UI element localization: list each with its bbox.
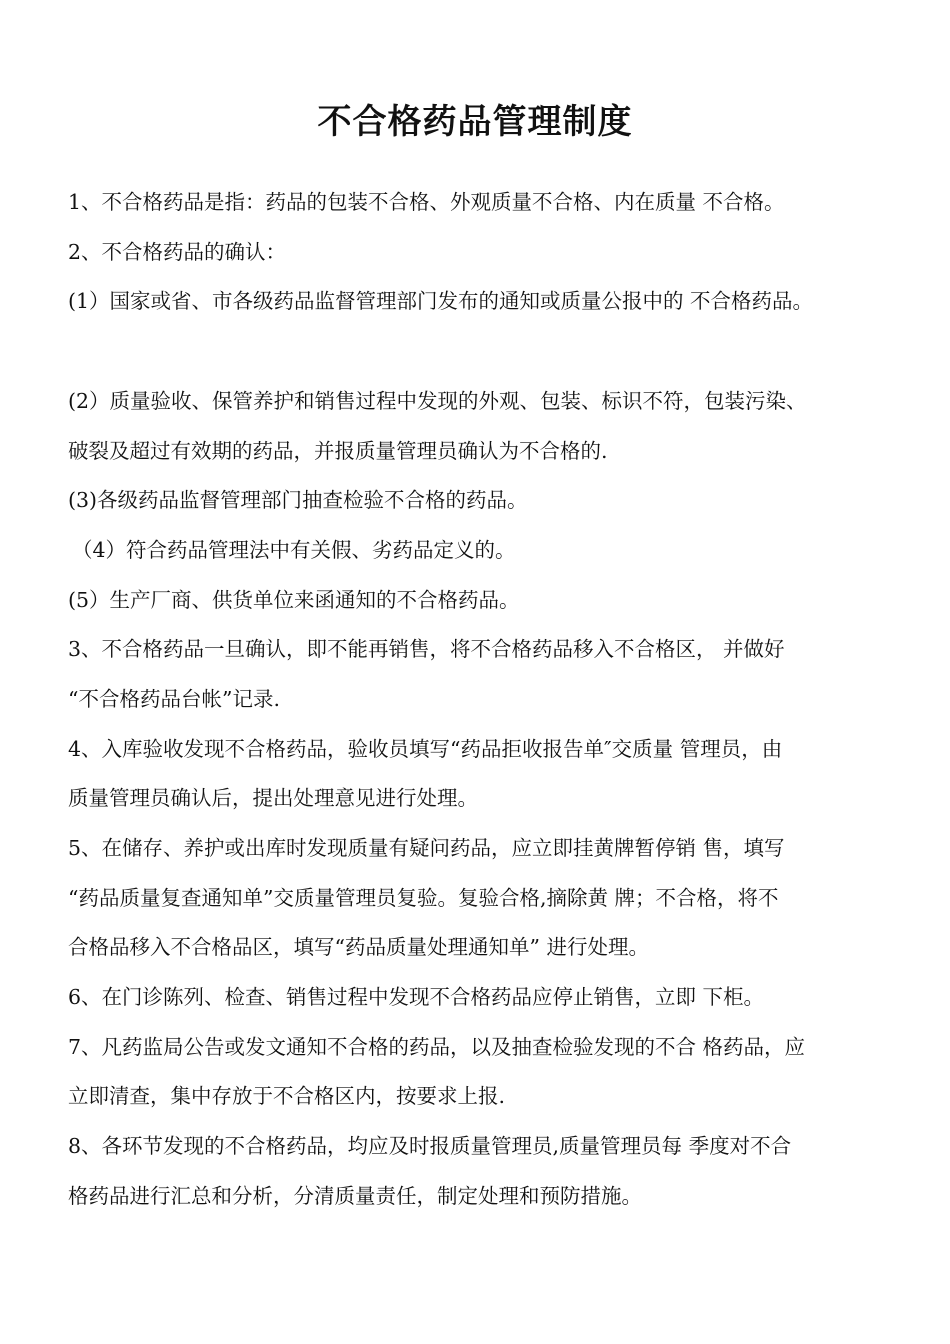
text-line-6: (3)各级药品监督管理部门抽查检验不合格的药品。	[68, 488, 528, 512]
text-line-8: (5）生产厂商、供货单位来函通知的不合格药品。	[68, 588, 520, 612]
text-line-19: 8、各环节发现的不合格药品，均应及时报质量管理员,质量管理员每 季度对不合	[68, 1134, 792, 1158]
text-line-1: 1、不合格药品是指：药品的包装不合格、外观质量不合格、内在质量 不合格。	[68, 190, 785, 214]
text-line-11: 4、入库验收发现不合格药品，验收员填写“药品拒收报告单″交质量 管理员，由	[68, 737, 783, 761]
document-title: 不合格药品管理制度	[317, 102, 633, 142]
text-line-9: 3、不合格药品一旦确认，即不能再销售，将不合格药品移入不合格区， 并做好	[68, 637, 785, 661]
text-line-4: (2）质量验收、保管养护和销售过程中发现的外观、包装、标识不符，包装污染、	[68, 389, 807, 413]
text-line-7: （4）符合药品管理法中有关假、劣药品定义的。	[72, 538, 516, 562]
text-line-13: 5、在储存、养护或出库时发现质量有疑问药品，应立即挂黄牌暂停销 售，填写	[68, 836, 785, 860]
text-line-3: (1）国家或省、市各级药品监督管理部门发布的通知或质量公报中的 不合格药品。	[68, 289, 814, 313]
text-line-18: 立即清查，集中存放于不合格区内，按要求上报.	[68, 1084, 506, 1108]
text-line-5: 破裂及超过有效期的药品，并报质量管理员确认为不合格的.	[68, 439, 608, 463]
text-line-2: 2、不合格药品的确认：	[68, 240, 287, 264]
text-line-15: 合格品移入不合格品区，填写“药品质量处理通知单” 进行处理。	[68, 935, 649, 959]
text-line-17: 7、凡药监局公告或发文通知不合格的药品，以及抽查检验发现的不合 格药品，应	[68, 1035, 806, 1059]
text-line-14: “药品质量复查通知单”交质量管理员复验。复验合格,摘除黄 牌；不合格，将不	[68, 886, 779, 910]
text-line-16: 6、在门诊陈列、检查、销售过程中发现不合格药品应停止销售，立即 下柜。	[68, 985, 765, 1009]
text-line-12: 质量管理员确认后，提出处理意见进行处理。	[68, 786, 478, 810]
text-line-10: “不合格药品台帐”记录.	[68, 687, 280, 711]
text-line-20: 格药品进行汇总和分析，分清质量责任，制定处理和预防措施。	[68, 1184, 642, 1208]
